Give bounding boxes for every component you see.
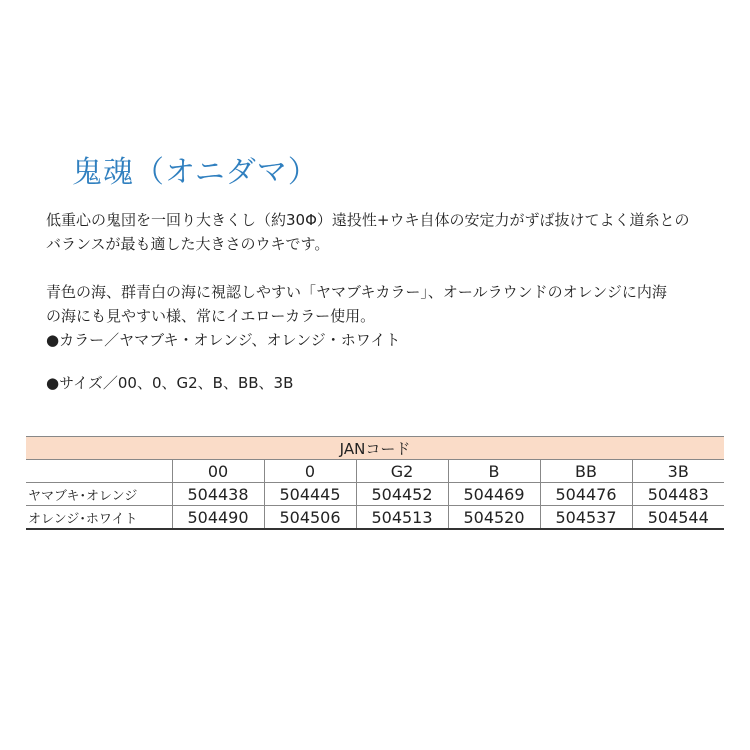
size-column-header: BB (540, 460, 632, 483)
jan-code-table (26, 436, 724, 530)
description-line: 低重心の鬼団を一回り大きくし（約30Φ）遠投性+ウキ自体の安定力がずば抜けてよく道糸との (46, 211, 690, 229)
size-column-header: 00 (172, 460, 264, 483)
jan-code-cell: 504445 (264, 483, 356, 506)
jan-code-cell: 504537 (540, 506, 632, 530)
jan-code-cell: 504438 (172, 483, 264, 506)
jan-code-cell: 504544 (632, 506, 724, 530)
table-row (26, 483, 724, 506)
jan-code-cell: 504469 (448, 483, 540, 506)
description-paragraph-1 (46, 208, 689, 256)
jan-code-cell: 504520 (448, 506, 540, 530)
corner-cell (26, 460, 172, 483)
size-column-header: B (448, 460, 540, 483)
table-row (26, 506, 724, 530)
color-list-line: ●カラー／ヤマブキ・オレンジ、オレンジ・ホワイト (46, 331, 401, 349)
size-header-row (26, 460, 724, 483)
jan-header: JANコード (26, 437, 724, 460)
description-line: バランスが最も適した大きさのウキです。 (46, 235, 330, 253)
description-paragraph-2 (46, 280, 667, 352)
jan-code-cell: 504506 (264, 506, 356, 530)
size-column-header: G2 (356, 460, 448, 483)
description-line: 青色の海、群青白の海に視認しやすい「ヤマブキカラー」、オールラウンドのオレンジに内海 (46, 283, 667, 301)
size-column-header: 0 (264, 460, 356, 483)
size-list-line: ●サイズ／00、0、G2、B、BB、3B (46, 374, 294, 392)
row-label: オレンジ･ホワイト (26, 506, 172, 530)
page-title: 鬼魂（オニダマ） (72, 155, 319, 190)
description-line: の海にも見やすい様、常にイエローカラー使用。 (46, 307, 376, 325)
size-column-header: 3B (632, 460, 724, 483)
row-label: ヤマブキ･オレンジ (26, 483, 172, 506)
jan-code-cell: 504490 (172, 506, 264, 530)
jan-code-cell: 504452 (356, 483, 448, 506)
jan-code-cell: 504483 (632, 483, 724, 506)
jan-header-row (26, 437, 724, 460)
jan-code-cell: 504476 (540, 483, 632, 506)
jan-code-cell: 504513 (356, 506, 448, 530)
